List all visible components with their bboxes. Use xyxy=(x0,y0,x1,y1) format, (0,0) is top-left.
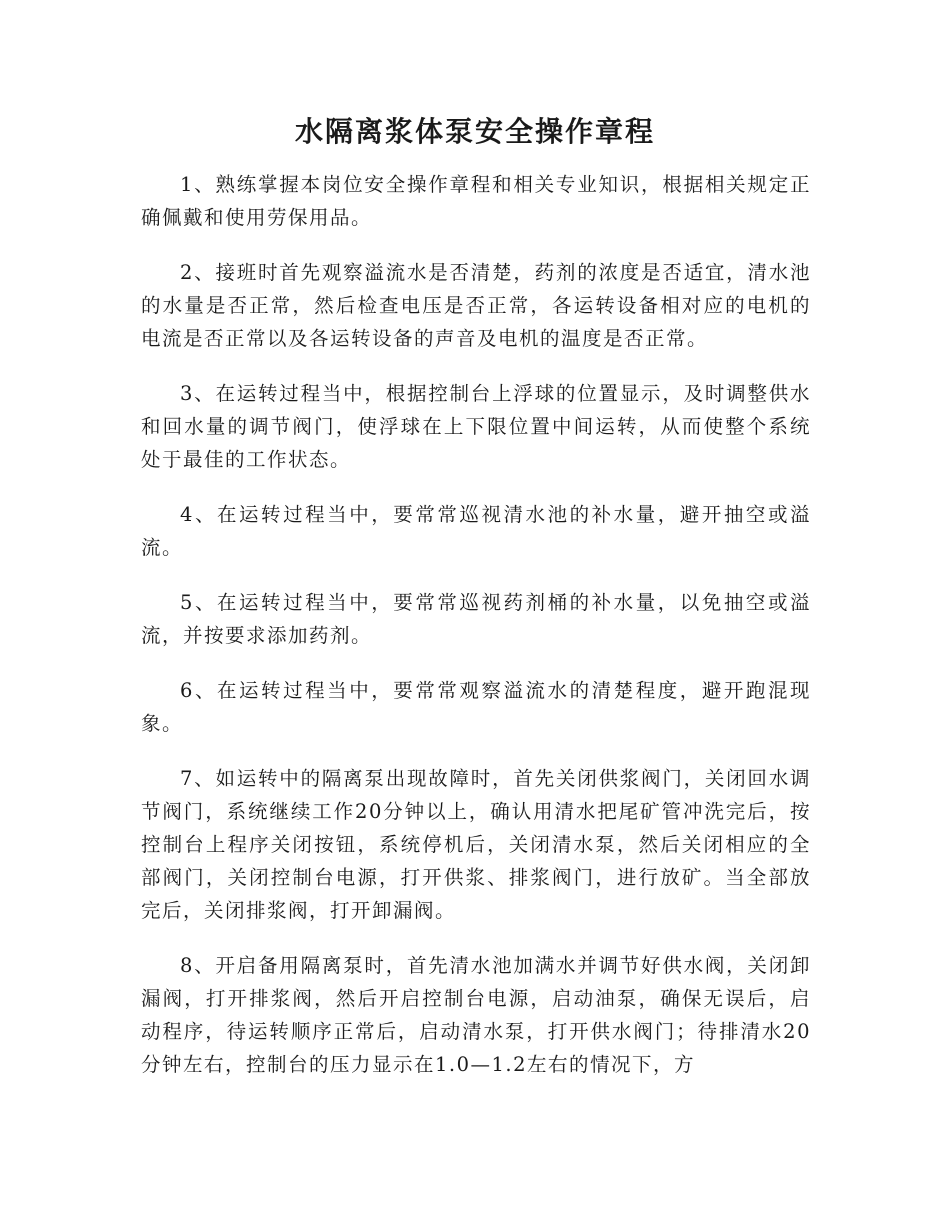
paragraph-8: 8、开启备用隔离泵时，首先清水池加满水并调节好供水阀，关闭卸漏阀，打开排浆阀，然后开启控制台电源，启动油泵，确保无误后，启动程序，待运转顺序正常后，启动清水泵，打开供水阀门；待排清水20分钟左右，控制台的压力显示在1.0—1.2左右的情况下，方 xyxy=(141,954,811,1076)
paragraph-5: 5、在运转过程当中，要常常巡视药剂桶的补水量，以免抽空或溢流，并按要求添加药剂。 xyxy=(141,591,811,647)
paragraph-2: 2、接班时首先观察溢流水是否清楚，药剂的浓度是否适宜，清水池的水量是否正常，然后检查电压是否正常，各运转设备相对应的电机的电流是否正常以及各运转设备的声音及电机的温度是否正常。 xyxy=(141,261,811,350)
paragraph-4: 4、在运转过程当中，要常常巡视清水池的补水量，避开抽空或溢流。 xyxy=(141,503,811,559)
paragraph-6: 6、在运转过程当中，要常常观察溢流水的清楚程度，避开跑混现象。 xyxy=(141,679,811,735)
document-body xyxy=(141,168,811,1103)
document-title: 水隔离浆体泵安全操作章程 xyxy=(294,115,655,148)
paragraph-3: 3、在运转过程当中，根据控制台上浮球的位置显示，及时调整供水和回水量的调节阀门，使浮球在上下限位置中间运转，从而使整个系统处于最佳的工作状态。 xyxy=(141,382,811,471)
paragraph-1: 1、熟练掌握本岗位安全操作章程和相关专业知识，根据相关规定正确佩戴和使用劳保用品。 xyxy=(141,173,811,229)
paragraph-7: 7、如运转中的隔离泵出现故障时，首先关闭供浆阀门，关闭回水调节阀门，系统继续工作20分钟以上，确认用清水把尾矿管冲洗完后，按控制台上程序关闭按钮，系统停机后，关闭清水泵，然后关闭相应的全部阀门，关闭控制台电源，打开供浆、排浆阀门，进行放矿。当全部放完后，关闭排浆阀，打开卸漏阀。 xyxy=(141,767,811,922)
